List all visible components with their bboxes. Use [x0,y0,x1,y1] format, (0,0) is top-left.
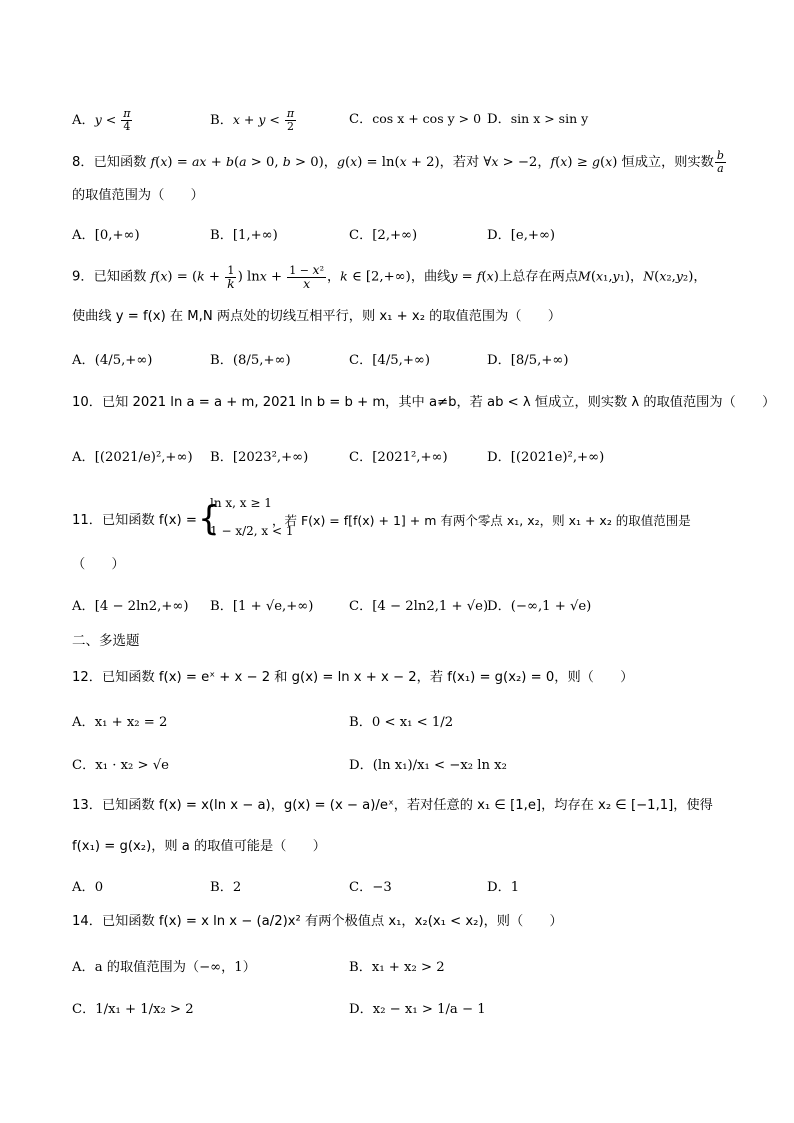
q9-option-b: B．(8/5,+∞) [210,353,291,368]
q8-option-c: C．[2,+∞) [349,228,418,243]
q11-option-c: C．[4 − 2ln2,1 + √e) [349,599,489,614]
q10-option-b: B．[2023²,+∞) [210,450,309,465]
q13-stem-line1: 13．已知函数 f(x) = x(ln x − a)，g(x) = (x − a)/eˣ，若对任意的 x₁ ∈ [1,e]，均存在 x₂ ∈ [−1,1]，使得 [72,798,713,813]
q9-stem-line2: 使曲线 y = f(x) 在 M,N 两点处的切线互相平行，则 x₁ + x₂ 的取值范围为（ ） [72,309,562,324]
q13-stem-line2: f(x₁) = g(x₂)，则 a 的取值可能是（ ） [72,839,326,854]
q7-option-b: B．x + y < $\frac{\pi}{2}$ [210,107,295,133]
brace: { [198,499,220,539]
q11-option-a: A．[4 − 2ln2,+∞) [72,599,189,614]
q14-stem: 14．已知函数 f(x) = x ln x − (a/2)x² 有两个极值点 x₁，x₂(x₁ < x₂)，则（ ） [72,914,563,929]
q12-option-c: C．x₁ · x₂ > √e [72,758,169,773]
q12-stem: 12．已知函数 f(x) = eˣ + x − 2 和 g(x) = ln x + x − 2，若 f(x₁) = g(x₂) = 0，则（ ） [72,670,634,685]
q10-option-c: C．[2021²,+∞) [349,450,448,465]
q13-option-b: B．2 [210,880,242,895]
q9-stem-line1: 9．已知函数 f(x) = (k + $\frac{1}{k}$ ) lnx + $\frac{\text{1 − x²}}{x}$ ，k ∈ [2,+∞)，曲线y = f(x)上总存在两点M(x₁,y₁)，N(x₂,y₂)， [72,262,707,291]
q9-option-c: C．[4/5,+∞) [349,353,431,368]
q8-option-b: B．[1,+∞) [210,228,278,243]
q11-option-d: D．(−∞,1 + √e) [487,599,592,614]
q13-option-c: C．−3 [349,880,392,895]
q12-option-a: A．x₁ + x₂ = 2 [72,715,168,730]
q12-option-b: B．0 < x₁ < 1/2 [349,715,454,730]
q14-option-c: C．1/x₁ + 1/x₂ > 2 [72,1002,194,1017]
q9-option-d: D．[8/5,+∞) [487,353,569,368]
q14-option-a: A．a 的取值范围为（−∞，1） [72,960,256,975]
q10-option-d: D．[(2021e)²,+∞) [487,450,605,465]
q8-stem-line2: 的取值范围为（ ） [72,188,204,203]
q9-option-a: A．(4/5,+∞) [72,353,153,368]
q12-option-d: D．(ln x₁)/x₁ < −x₂ ln x₂ [349,758,507,773]
q14-option-d: D．x₂ − x₁ > 1/a − 1 [349,1002,486,1017]
q7-option-a: A．y < $\frac{\pi}{4}$ [72,107,131,133]
q11-paren: （ ） [72,557,125,572]
q10-option-a: A．[(2021/e)²,+∞) [72,450,193,465]
q8-stem-line1: 8．已知函数 f(x) = ax + b(a > 0, b > 0)，g(x) = ln(x + 2)，若对 ∀x > −2，f(x) ≥ g(x) 恒成立，则实数 $\frac{b}{a}$ [72,149,724,175]
q8-option-a: A．[0,+∞) [72,228,140,243]
q14-option-b: B．x₁ + x₂ > 2 [349,960,445,975]
q10-stem: 10．已知 2021 ln a = a + m, 2021 ln b = b + m，其中 a≠b，若 ab < λ 恒成立，则实数 λ 的取值范围为（ ） [72,395,776,410]
q11-option-b: B．[1 + √e,+∞) [210,599,314,614]
section-heading: 二、多选题 [72,633,140,649]
q7-option-c: C．cos x + cos y > 0 [349,111,482,127]
q7-option-d: D．sin x > sin y [487,111,589,127]
q11-stem: 11．已知函数 f(x) = { ln x, x ≥ 1 1 − x/2, x < 1 ，若 F(x) = f[f(x) + 1] + m 有两个零点 x₁, x₂，则 x₁ + x₂ 的取值范围是 [72,496,691,539]
q13-option-d: D．1 [487,880,520,895]
q13-option-a: A．0 [72,880,104,895]
q8-option-d: D．[e,+∞) [487,228,556,243]
